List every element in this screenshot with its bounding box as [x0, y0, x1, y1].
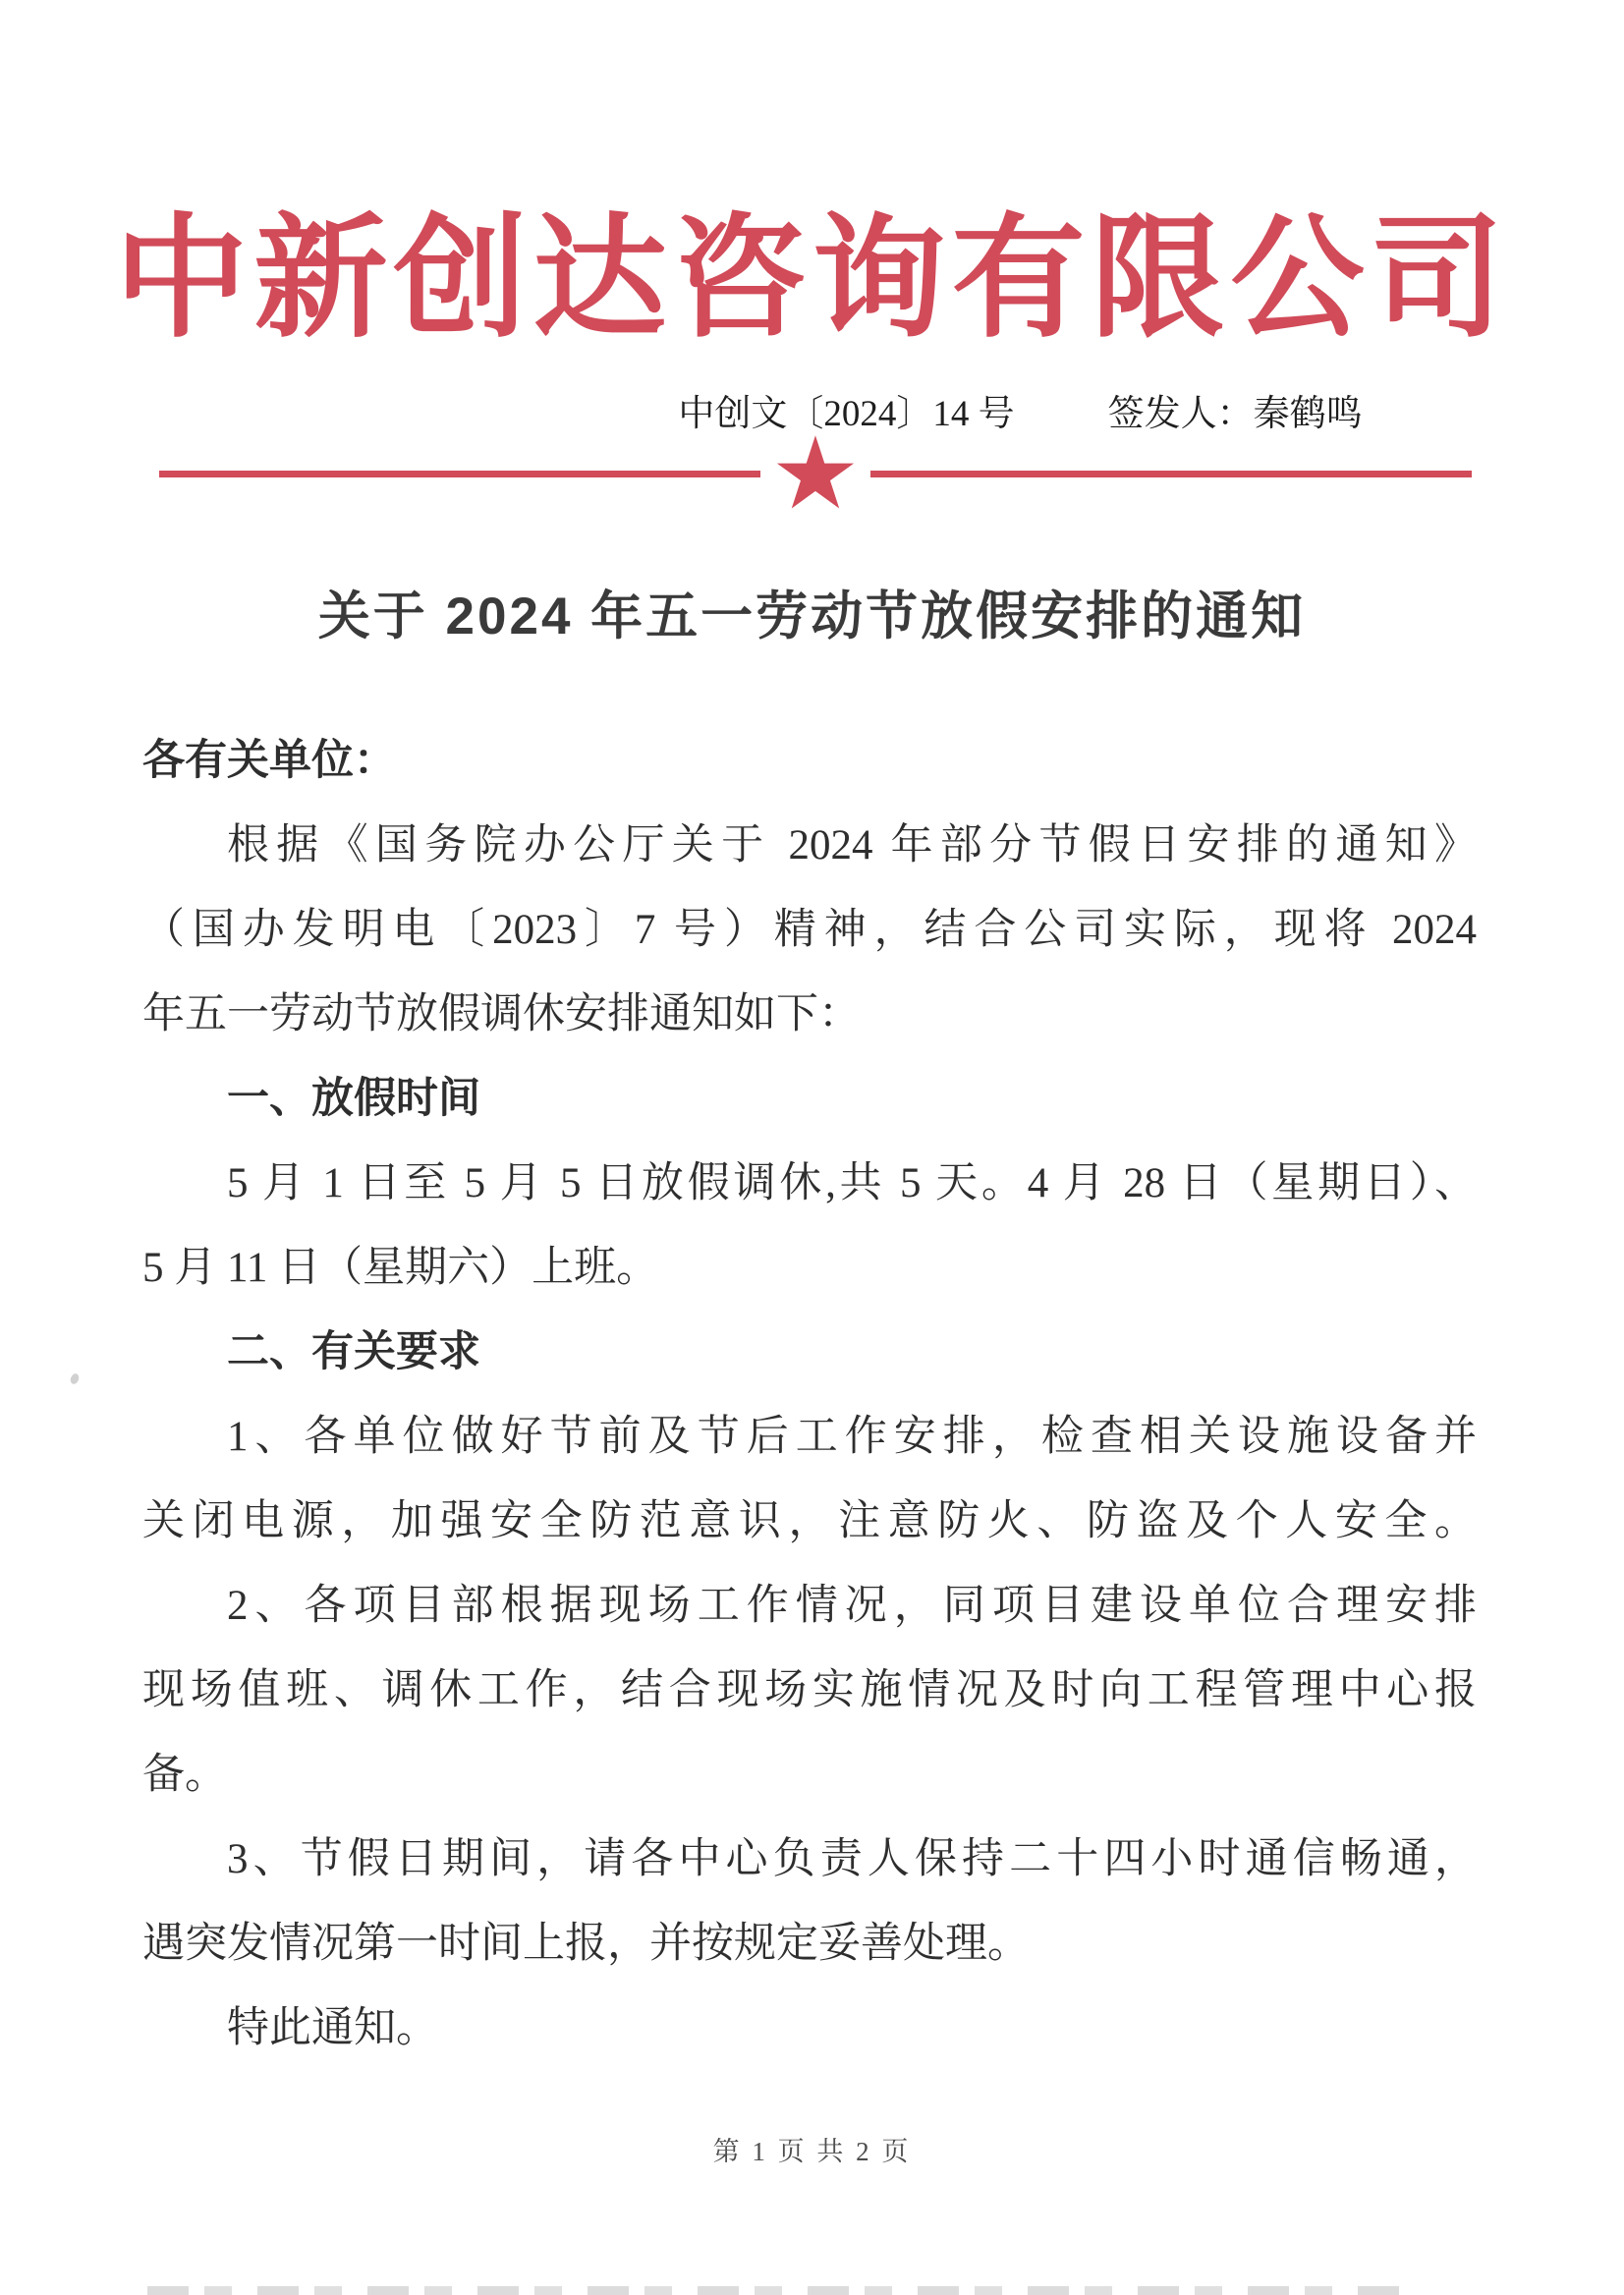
doc-number: 中创文〔2024〕14 号 [678, 394, 1015, 434]
page-number-footer: 第 1 页 共 2 页 [712, 2137, 912, 2166]
body-line-salutation: 各有关单位： [142, 738, 396, 784]
divider-rule-right [870, 471, 1472, 477]
next-page-bleed-through [147, 2286, 1415, 2295]
issuer-name: 签发人：秦鹤鸣 [1107, 394, 1363, 434]
body-line: 备。 [142, 1752, 227, 1798]
body-line: （国办发明电〔2023〕7 号）精神，结合公司实际，现将 2024 [142, 907, 1477, 953]
body-line: 现场值班、调休工作，结合现场实施情况及时向工程管理中心报 [142, 1667, 1477, 1713]
body-line: 年五一劳动节放假调休安排通知如下： [142, 991, 861, 1037]
body-heading-1: 一、放假时间 [227, 1076, 480, 1122]
body-line: 5 月 1 日至 5 月 5 日放假调休,共 5 天。4 月 28 日（星期日）、 [227, 1160, 1477, 1206]
body-line: 5 月 11 日（星期六）上班。 [142, 1245, 659, 1291]
body-line: 遇突发情况第一时间上报，并按规定妥善处理。 [142, 1921, 1030, 1967]
document-title: 关于 2024 年五一劳动节放假安排的通知 [317, 588, 1307, 645]
scan-artifact-dot [69, 1372, 81, 1385]
body-line: 根据《国务院办公厅关于 2024 年部分节假日安排的通知》 [227, 822, 1477, 868]
body-line: 1、各单位做好节前及节后工作安排，检查相关设施设备并 [227, 1414, 1477, 1460]
star-icon: ★ [770, 420, 861, 531]
body-line-closing: 特此通知。 [227, 2005, 438, 2051]
body-line: 关闭电源，加强安全防范意识，注意防火、防盗及个人安全。 [142, 1498, 1477, 1544]
body-line: 3、节假日期间，请各中心负责人保持二十四小时通信畅通， [227, 1836, 1477, 1882]
divider-rule-left [159, 471, 760, 477]
company-name-header: 中新创达咨询有限公司 [114, 206, 1510, 354]
document-body [142, 719, 1477, 2071]
body-line: 2、各项目部根据现场工作情况，同项目建设单位合理安排 [227, 1583, 1477, 1629]
body-heading-2: 二、有关要求 [227, 1329, 480, 1375]
red-divider [159, 420, 1472, 531]
